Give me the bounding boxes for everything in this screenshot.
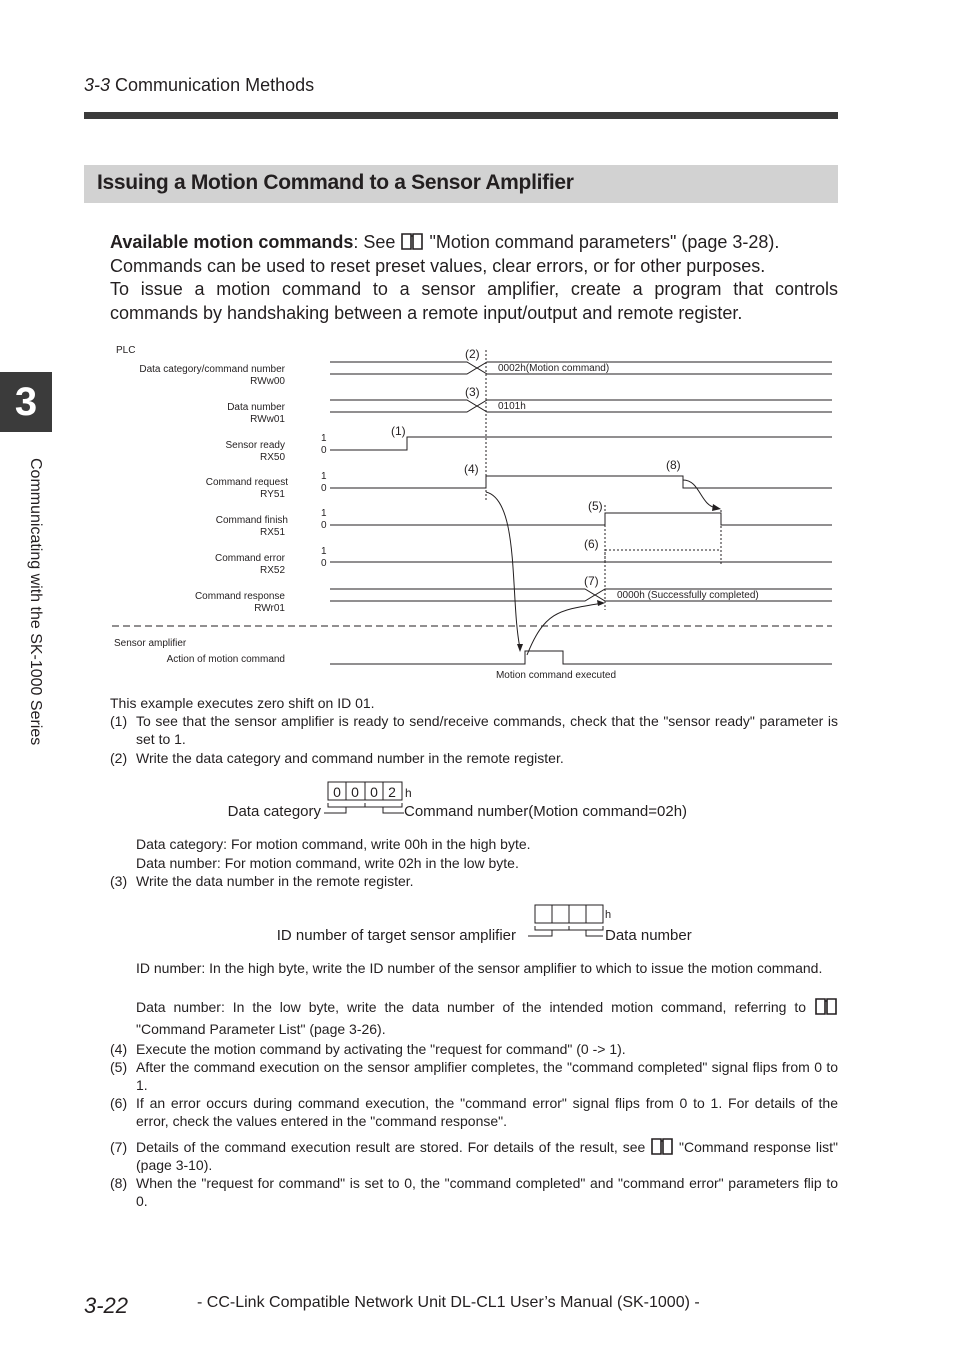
intro-see: : See	[353, 232, 396, 252]
step-1-text: To see that the sensor amplifier is ready to send/receive commands, check that the "sensor ready" parameter is set to 1.	[136, 713, 838, 747]
executed-label: Motion command executed	[495, 670, 617, 681]
data-number-label: Data number	[605, 927, 692, 944]
fig1-note-1: Data category: For motion command, write 00h in the high byte.	[136, 836, 531, 852]
step-8-text: When the "request for command" is set to 0, the "command completed" and "command error" parameters flip to 0.	[136, 1175, 838, 1209]
register-digit-1: 0	[333, 784, 341, 800]
side-label: Communicating with the SK-1000 Series	[27, 458, 44, 746]
step-1-number: (1)	[110, 713, 128, 729]
step-label-3: (3)	[465, 385, 480, 399]
signal-name-rx50: Sensor ready	[225, 440, 285, 451]
section-heading	[84, 75, 314, 96]
step-label-1: (1)	[391, 424, 406, 438]
bracket-low-byte	[365, 803, 402, 807]
level-zero-rx52: 0	[321, 558, 327, 569]
page-title-bar	[84, 165, 838, 203]
intro-bold-label: Available motion commands	[110, 232, 354, 252]
section-number: 3-3	[84, 75, 111, 95]
bracket-high-byte-2	[535, 926, 569, 930]
step-5-text: After the command execution on the sensor amplifier completes, the "command completed" signal flips from 0 to 1.	[136, 1059, 838, 1093]
level-zero-ry51: 0	[321, 483, 327, 494]
bus-rww01-bottom	[330, 406, 832, 412]
register-digit-2: 0	[351, 784, 359, 800]
step-2-number: (2)	[110, 750, 128, 766]
level-zero-rx50: 0	[321, 445, 327, 456]
signal-name-rx52: Command error	[214, 553, 285, 564]
arrowhead-action	[517, 644, 523, 652]
step-label-6: (6)	[584, 537, 599, 551]
step-8	[110, 1174, 838, 1210]
step-3	[110, 872, 838, 890]
arrowhead-finish	[712, 504, 721, 511]
register-suffix: h	[405, 786, 412, 800]
book-reference-icon	[650, 1136, 674, 1156]
signal-name-rww01: Data number	[227, 402, 285, 413]
step-4-text: Execute the motion command by activating the "request for command" (0 -> 1).	[136, 1041, 626, 1057]
step-4-number: (4)	[110, 1041, 128, 1057]
wave-rx51	[330, 513, 832, 525]
arrow-request-to-action	[486, 492, 520, 648]
register-digit-3: 0	[370, 784, 378, 800]
step-3-text: Write the data number in the remote register.	[136, 873, 414, 889]
signal-name-rww00: Data category/command number	[139, 364, 285, 375]
signal-device-ry51: RY51	[260, 489, 285, 500]
timing-diagram	[0, 340, 954, 685]
level-one-ry51: 1	[321, 471, 327, 482]
section-title: Communication Methods	[115, 75, 315, 95]
signal-device-rww00: RWw00	[250, 376, 285, 387]
intro-line-2: Commands can be used to reset preset values, clear errors, or for other purposes.	[110, 255, 766, 276]
wave-action	[330, 651, 832, 664]
register-suffix-2: h	[605, 909, 612, 921]
arrow-action-to-response	[527, 603, 603, 655]
signal-device-rwr01: RWr01	[254, 603, 285, 614]
step-6-text: If an error occurs during command execution, the "command error" signal flips from 0 to 1. For details of the error, check the values entered in the "command response".	[136, 1095, 838, 1129]
leader-data-category	[324, 807, 346, 813]
bus-rww01-top	[330, 400, 832, 406]
register-figure-2	[230, 902, 750, 948]
wave-rx50	[330, 437, 832, 450]
register-digit-4: 2	[388, 784, 396, 800]
intro-block	[110, 231, 838, 325]
fig1-note-2: Data number: For motion command, write 02h in the low byte.	[136, 855, 519, 871]
step-7-number: (7)	[110, 1139, 128, 1155]
level-one-rx50: 1	[321, 433, 327, 444]
arrowhead-response	[597, 600, 605, 606]
command-number-label: Command number(Motion command=02h)	[404, 803, 688, 820]
step-label-5: (5)	[588, 499, 603, 513]
arrow-request-to-finish	[683, 480, 716, 508]
example-line: This example executes zero shift on ID 01.	[110, 695, 375, 711]
intro-ref: "Motion command parameters" (page 3-28).	[429, 232, 780, 252]
page-title: Issuing a Motion Command to a Sensor Amplifier	[97, 171, 574, 194]
signal-name-rwr01: Command response	[194, 591, 285, 602]
wave-ry51	[330, 476, 832, 488]
book-reference-icon	[400, 231, 424, 251]
page-number: 3-22	[84, 1293, 129, 1318]
step-3-number: (3)	[110, 873, 128, 889]
fig2-note-data	[136, 996, 838, 1040]
header-rule	[84, 112, 838, 119]
level-one-rx52: 1	[321, 546, 327, 557]
fig2-note-data-ref: "Command Parameter List" (page 3-26).	[136, 1021, 386, 1037]
step-2-text: Write the data category and command number in the remote register.	[136, 750, 564, 766]
id-number-label: ID number of target sensor amplifier	[276, 927, 516, 944]
step-8-number: (8)	[110, 1175, 128, 1191]
step-7-text-post: "Command response list" (page 3-10).	[136, 1139, 838, 1173]
signal-device-rx51: RX51	[259, 527, 285, 538]
data-category-label: Data category	[227, 803, 321, 820]
leader-command-number	[383, 807, 404, 813]
step-5-number: (5)	[110, 1059, 128, 1075]
step-6	[110, 1094, 838, 1130]
fig2-note-id: ID number: In the high byte, write the ID number of the sensor amplifier to which to issue the motion command.	[136, 960, 823, 976]
value-rww01: 0101h	[498, 401, 526, 412]
fig2-note-data-text: Data number: In the low byte, write the data number of the intended motion command, referring to	[136, 999, 807, 1015]
step-label-7: (7)	[584, 574, 599, 588]
value-rww00: 0002h(Motion command)	[498, 363, 610, 374]
signal-device-rx50: RX50	[259, 452, 285, 463]
sensor-amplifier-label: Sensor amplifier	[114, 638, 187, 649]
signal-device-rww01: RWw01	[250, 414, 285, 425]
value-rwr01: 0000h (Successfully completed)	[617, 590, 759, 601]
intro-line-3: To issue a motion command to a sensor amplifier, create a program that controls commands by handshaking between a remote input/output and remote register.	[110, 279, 838, 323]
book-reference-icon	[814, 996, 838, 1016]
leader-data-number	[586, 930, 603, 936]
step-label-2: (2)	[465, 347, 480, 361]
step-7-text	[136, 1136, 838, 1174]
bracket-low-byte-2	[569, 926, 603, 930]
step-5	[110, 1058, 838, 1094]
plc-label: PLC	[116, 345, 136, 356]
wave-rx52-error-dashed	[605, 550, 721, 562]
step-label-8: (8)	[666, 458, 681, 472]
intro-line-1	[110, 231, 838, 255]
step-4	[110, 1040, 838, 1058]
step-7	[110, 1136, 838, 1174]
step-label-4: (4)	[464, 462, 479, 476]
leader-id-number	[528, 930, 552, 936]
bracket-high-byte	[328, 803, 365, 807]
chapter-tab: 3	[0, 372, 52, 432]
footer-title: - CC-Link Compatible Network Unit DL-CL1 User’s Manual (SK-1000) -	[197, 1294, 700, 1311]
signal-name-ry51: Command request	[205, 477, 288, 488]
signal-device-rx52: RX52	[259, 565, 285, 576]
action-label: Action of motion command	[166, 654, 285, 665]
register-figure-1	[200, 778, 760, 826]
level-one-rx51: 1	[321, 508, 327, 519]
step-1	[110, 712, 838, 748]
step-6-number: (6)	[110, 1095, 128, 1111]
signal-name-rx51: Command finish	[215, 515, 288, 526]
level-zero-rx51: 0	[321, 520, 327, 531]
step-7-text-pre: Details of the command execution result are stored. For details of the result, see	[136, 1139, 646, 1155]
step-2	[110, 749, 838, 767]
